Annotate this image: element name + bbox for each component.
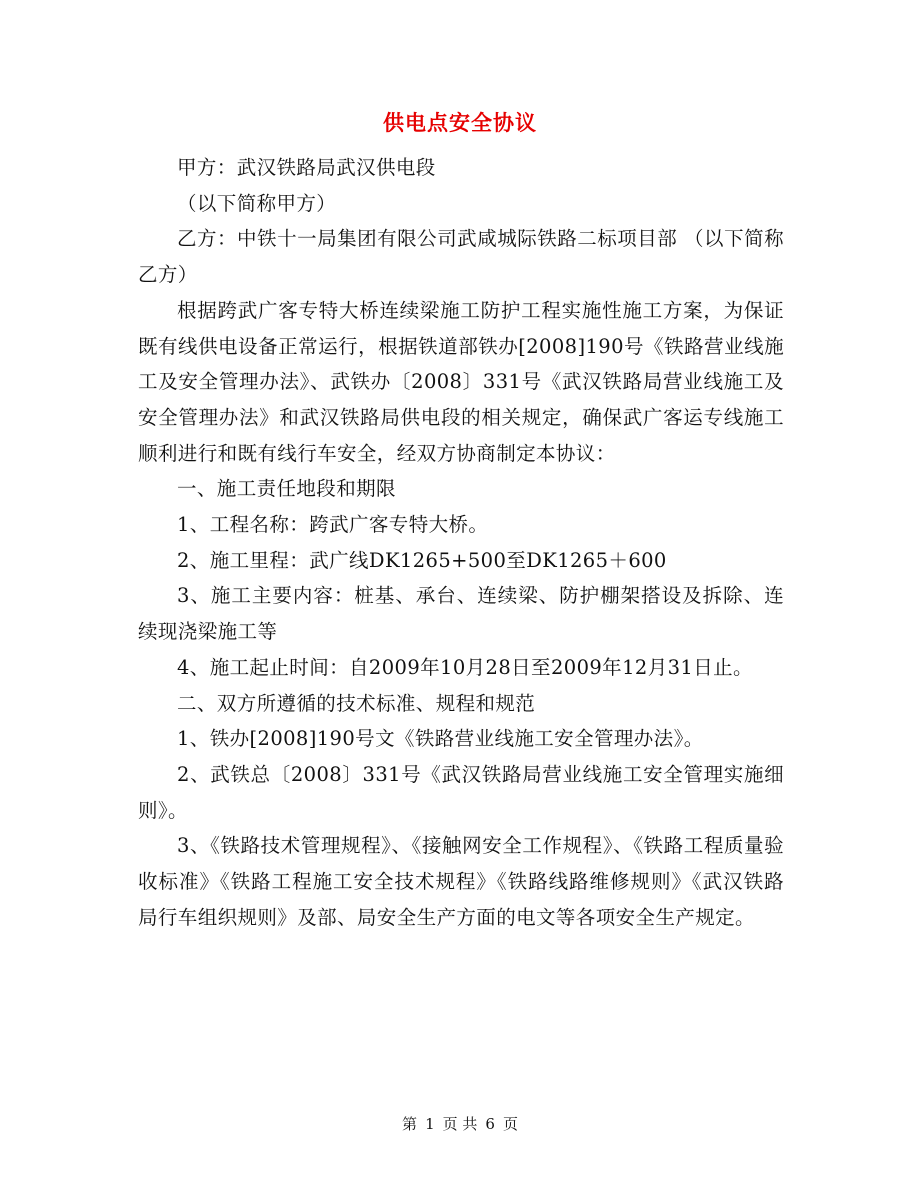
document-body [138,150,784,935]
paragraph-preamble: 根据跨武广客专特大桥连续梁施工防护工程实施性施工方案，为保证既有线供电设备正常运行，根据铁道部铁办[2008]190号《铁路营业线施工及安全管理办法》、武铁办〔2008〕331号《武汉铁路局营业线施工及安全管理办法》和武汉铁路局供电段的相关规定，确保武广客运专线施工顺利进行和既有线行车安全，经双方协商制定本协议： [138,298,784,465]
footer-suffix: 页 [502,1115,518,1133]
paragraph-main-content: 3、施工主要内容：桩基、承台、连续梁、防护棚架搭设及拆除、连续现浇梁施工等 [138,584,784,644]
section-heading-2: 二、双方所遵循的技术标准、规程和规范 [177,691,536,715]
page-footer [0,1114,920,1134]
footer-total-pages: 6 [485,1115,495,1133]
paragraph-standard-1: 1、铁办[2008]190号文《铁路营业线施工安全管理办法》。 [177,727,704,751]
paragraph-party-a-abbrev: （以下简称甲方） [177,191,337,215]
footer-prefix: 第 [402,1115,418,1133]
paragraph-party-b: 乙方：中铁十一局集团有限公司武咸城际铁路二标项目部 （以下简称乙方） [138,227,784,287]
footer-page-number: 1 [425,1115,435,1133]
paragraph-mileage: 2、施工里程：武广线DK1265+500至DK1265＋600 [177,548,667,572]
paragraph-standard-3: 3、《铁路技术管理规程》、《接触网安全工作规程》、《铁路工程质量验收标准》《铁路工程施工安全技术规程》《铁路线路维修规则》《武汉铁路局行车组织规则》及部、局安全生产方面的电文等各项安全生产规定。 [138,834,784,929]
footer-mid: 页 共 [442,1115,478,1133]
document-title: 供电点安全协议 [383,110,537,135]
paragraph-standard-2: 2、武铁总〔2008〕331号《武汉铁路局营业线施工安全管理实施细则》。 [138,762,784,822]
section-heading-1: 一、施工责任地段和期限 [177,477,396,501]
paragraph-project-name: 1、工程名称：跨武广客专特大桥。 [177,513,489,537]
paragraph-party-a: 甲方：武汉铁路局武汉供电段 [177,156,436,179]
paragraph-time-period: 4、施工起止时间：自2009年10月28日至2009年12月31日止。 [177,655,753,679]
